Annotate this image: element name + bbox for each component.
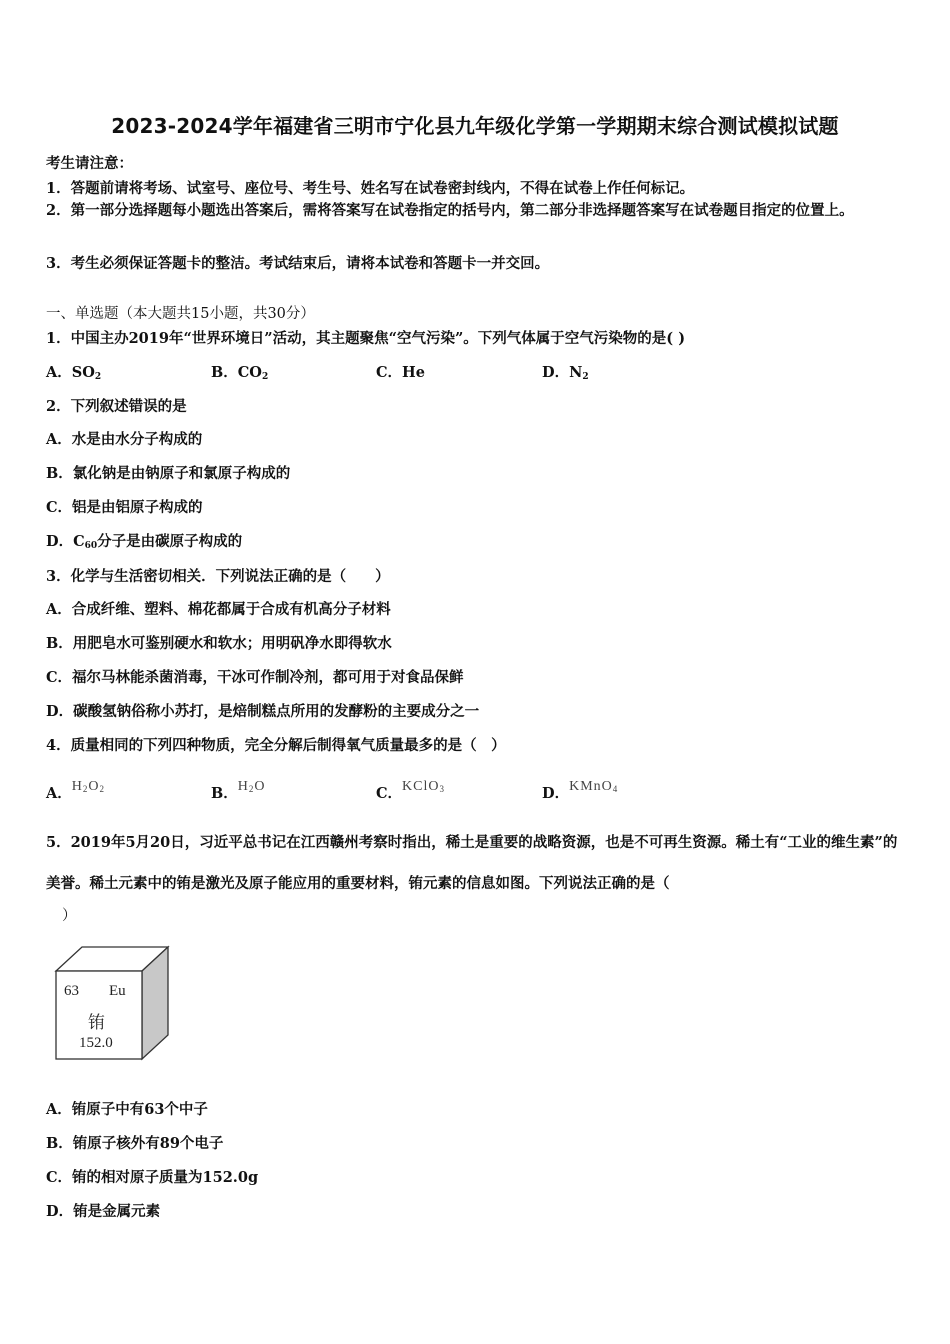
element-symbol: Eu xyxy=(109,983,126,999)
question-5-option-d: D．铕是金属元素 xyxy=(46,1203,161,1220)
question-3-option-c: C．福尔马林能杀菌消毒，干冰可作制冷剂，都可用于对食品保鲜 xyxy=(46,669,464,686)
question-2-option-d: D．$C_{60}$分子是由碳原子构成的 xyxy=(46,533,243,551)
element-name: 铕 xyxy=(88,1013,105,1032)
element-atomic-number: 63 xyxy=(64,983,79,999)
question-5-stem: 5．2019年5月20日，习近平总书记在江西赣州考察时指出，稀土是重要的战略资源，也是不可再生资源。稀土有“工业的维生素”的美誉。稀土元素中的铕是激光及原子能应用的重要材料，铕元素的信息如图。下列说法正确的是（ xyxy=(46,834,898,892)
question-4-option-c: C．KClO$_3$ xyxy=(376,779,445,802)
question-3-option-d: D．碳酸氢钠俗称小苏打，是焙制糕点所用的发酵粉的主要成分之一 xyxy=(46,703,480,720)
question-5-option-b: B．铕原子核外有89个电子 xyxy=(46,1135,224,1152)
question-1-option-b: B．$CO_2$ xyxy=(211,364,269,382)
question-2-option-b: B．氯化钠是由钠原子和氯原子构成的 xyxy=(46,465,291,482)
element-atomic-mass: 152.0 xyxy=(79,1035,113,1051)
formula-h2o2: $H_2O_2$ xyxy=(71,779,106,794)
question-4-option-d: D．KMnO$_4$ xyxy=(542,779,619,802)
question-3-option-b: B．用肥皂水可鉴别硬水和软水；用明矾净水即得软水 xyxy=(46,635,392,652)
question-2-option-c: C．铝是由铝原子构成的 xyxy=(46,499,203,516)
element-card-europium xyxy=(54,945,172,1063)
question-1-option-c: C．He xyxy=(376,364,425,381)
question-4-option-b: B．$H_2O$ xyxy=(211,779,266,802)
formula-kclo3: KClO$_3$ xyxy=(402,779,445,794)
question-3-option-a: A．合成纤维、塑料、棉花都属于合成有机高分子材料 xyxy=(46,601,391,618)
question-1-stem: 1．中国主办2019年“世界环境日”活动，其主题聚焦“空气污染”。下列气体属于空气污染物的是( ) xyxy=(46,330,686,347)
question-1-option-d: D．$N_2$ xyxy=(542,364,589,382)
section-heading: 一、单选题（本大题共15小题，共30分） xyxy=(46,306,315,322)
page-title: 2023-2024学年福建省三明市宁化县九年级化学第一学期期末综合测试模拟试题 xyxy=(111,114,839,138)
question-5-option-a: A．铕原子中有63个中子 xyxy=(46,1101,208,1118)
question-4-option-a: A．$H_2O_2$ xyxy=(46,779,106,802)
question-1-option-a: A．$SO_2$ xyxy=(46,364,102,382)
question-4-stem: 4．质量相同的下列四种物质，完全分解后制得氧气质量最多的是（ ） xyxy=(46,737,506,754)
notice-item-2: 2．第一部分选择题每小题选出答案后，需将答案写在试卷指定的括号内，第二部分非选择题答案写在试卷题目指定的位置上。 xyxy=(46,202,854,219)
notice-item-1: 1．答题前请将考场、试室号、座位号、考生号、姓名写在试卷密封线内，不得在试卷上作任何标记。 xyxy=(46,180,695,197)
formula-kmno4: KMnO$_4$ xyxy=(569,779,619,794)
element-cube-graphic xyxy=(54,945,172,1063)
notice-heading: 考生请注意： xyxy=(46,155,133,172)
question-2-stem: 2．下列叙述错误的是 xyxy=(46,398,187,415)
question-3-stem: 3．化学与生活密切相关．下列说法正确的是（ ） xyxy=(46,568,390,585)
question-5-stem-end: ） xyxy=(62,908,77,924)
question-5-option-c: C．铕的相对原子质量为152.0g xyxy=(46,1169,259,1186)
question-2-option-a: A．水是由水分子构成的 xyxy=(46,431,203,448)
notice-item-3: 3．考生必须保证答题卡的整洁。考试结束后，请将本试卷和答题卡一并交回。 xyxy=(46,255,550,272)
formula-h2o: $H_2O$ xyxy=(237,779,266,794)
